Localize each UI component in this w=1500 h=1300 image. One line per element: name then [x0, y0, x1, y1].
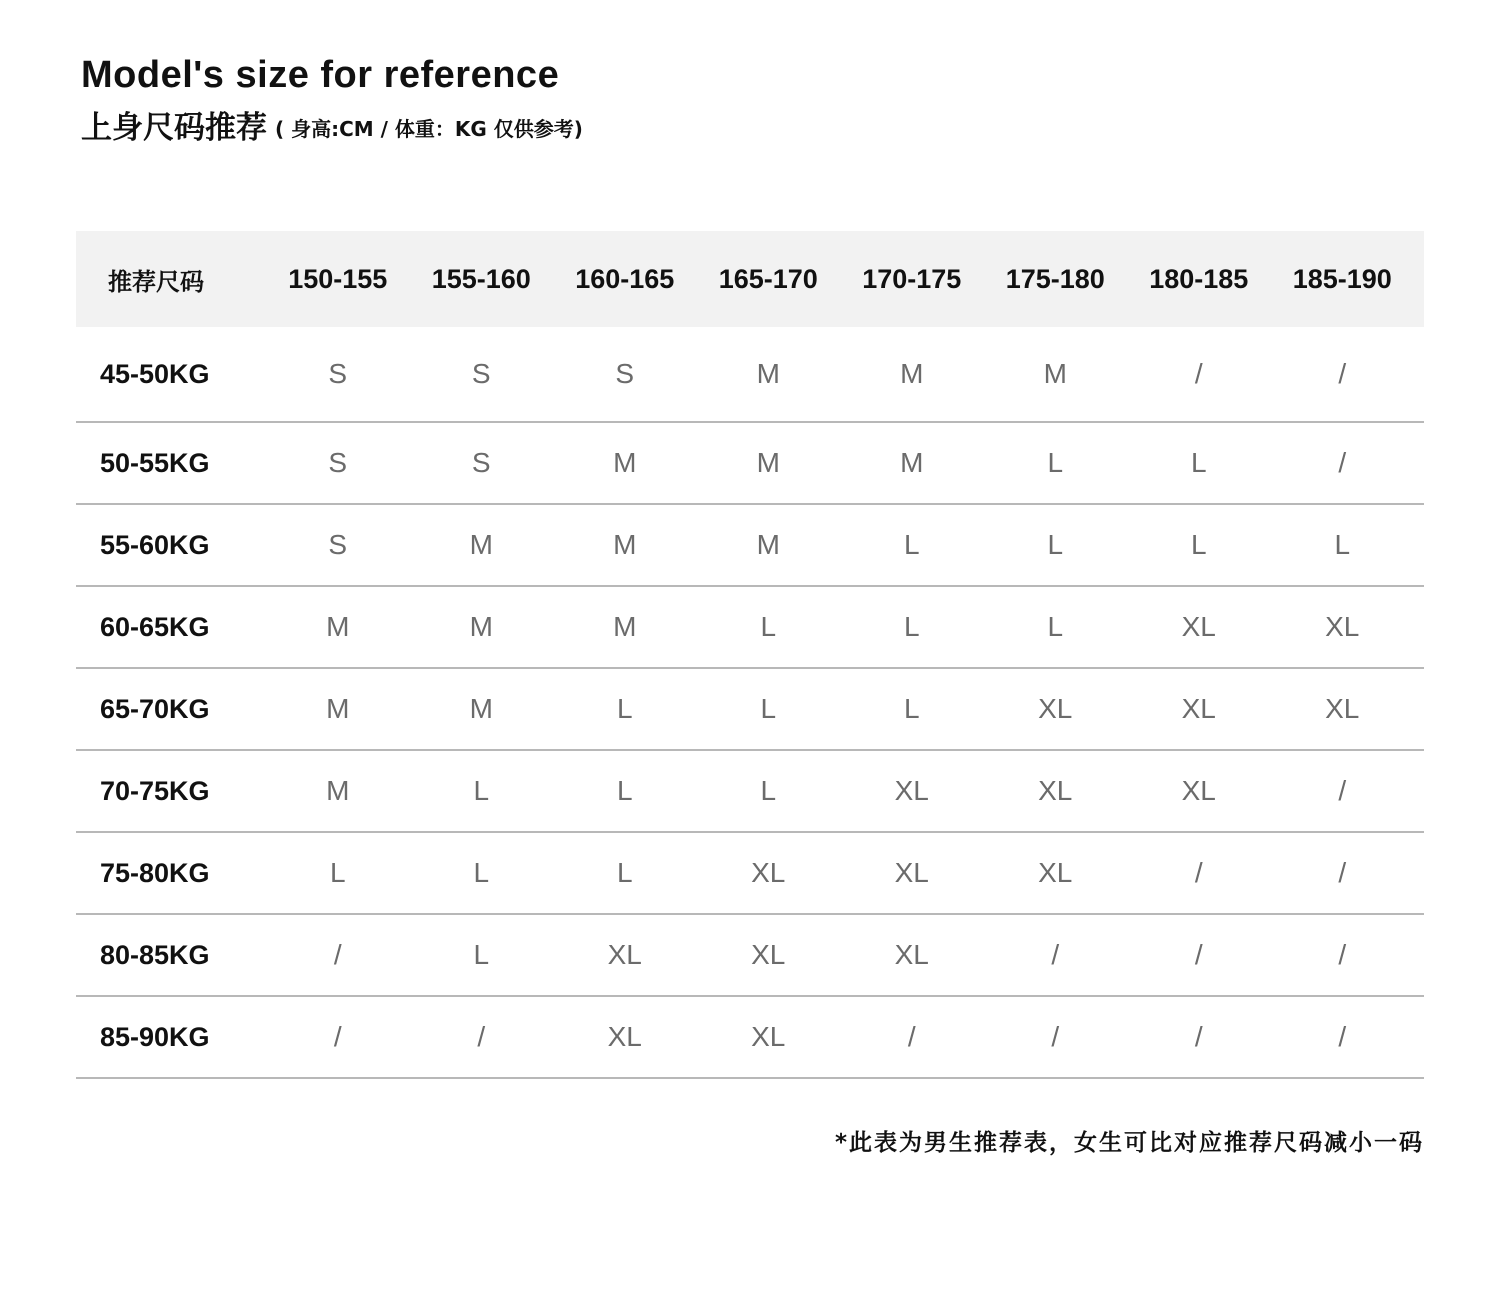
size-cell: XL: [751, 939, 786, 970]
size-cell: L: [760, 611, 777, 642]
size-cell: L: [616, 693, 633, 724]
size-cell: M: [900, 447, 924, 478]
size-cell: M: [613, 447, 637, 478]
weight-row-label: 65-70KG: [100, 693, 210, 724]
size-cell: M: [613, 611, 637, 642]
weight-row-label: 55-60KG: [100, 529, 210, 560]
size-cell: XL: [1325, 611, 1360, 642]
size-cell: XL: [894, 775, 929, 806]
size-cell: M: [756, 447, 780, 478]
size-cell: /: [907, 1021, 916, 1052]
table-body: [76, 327, 1424, 1079]
size-cell: S: [471, 447, 491, 478]
weight-row-label: 70-75KG: [100, 775, 210, 806]
footnote: *此表为男生推荐表，女生可比对应推荐尺码减小一码: [834, 1130, 1424, 1156]
subtitle-units-note: ( 身高:CM / 体重：KG 仅供参考): [275, 117, 583, 141]
size-cell: M: [469, 611, 493, 642]
height-column-header: 170-175: [862, 263, 962, 294]
size-cell: XL: [1181, 693, 1216, 724]
size-cell: M: [756, 529, 780, 560]
table-row: [76, 751, 1424, 833]
size-cell: XL: [894, 857, 929, 888]
weight-row-label: 80-85KG: [100, 939, 210, 970]
size-cell: S: [328, 447, 348, 478]
size-cell: /: [1338, 358, 1347, 389]
size-cell: XL: [1038, 857, 1073, 888]
size-cell: /: [1194, 939, 1203, 970]
size-cell: XL: [1181, 611, 1216, 642]
size-cell: XL: [1181, 775, 1216, 806]
table-row: [76, 833, 1424, 915]
height-column-header: 185-190: [1292, 263, 1392, 294]
subtitle-main: 上身尺码推荐: [81, 110, 267, 146]
size-cell: XL: [1038, 775, 1073, 806]
size-cell: M: [469, 693, 493, 724]
size-cell: L: [1047, 529, 1064, 560]
height-column-header: 180-185: [1149, 263, 1249, 294]
table-row: [76, 327, 1424, 423]
size-cell: S: [471, 358, 491, 389]
weight-row-label: 50-55KG: [100, 447, 210, 478]
size-cell: L: [903, 693, 920, 724]
size-cell: L: [1047, 611, 1064, 642]
size-cell: /: [1338, 447, 1347, 478]
size-cell: /: [1194, 857, 1203, 888]
size-cell: L: [1047, 447, 1064, 478]
size-cell: XL: [751, 1021, 786, 1052]
size-cell: XL: [1038, 693, 1073, 724]
size-chart-table: [76, 231, 1424, 1079]
size-cell: L: [1190, 529, 1207, 560]
weight-row-label: 60-65KG: [100, 611, 210, 642]
size-cell: XL: [1325, 693, 1360, 724]
size-cell: /: [333, 1021, 342, 1052]
size-cell: /: [477, 1021, 486, 1052]
size-cell: L: [760, 693, 777, 724]
height-column-header: 175-180: [1005, 263, 1105, 294]
size-cell: /: [1338, 857, 1347, 888]
table-row: [76, 423, 1424, 505]
size-cell: M: [900, 358, 924, 389]
size-cell: S: [615, 358, 635, 389]
size-cell: XL: [894, 939, 929, 970]
size-cell: L: [473, 939, 490, 970]
size-cell: L: [473, 857, 490, 888]
size-cell: /: [1051, 1021, 1060, 1052]
size-cell: L: [903, 611, 920, 642]
weight-row-label: 85-90KG: [100, 1021, 210, 1052]
size-cell: M: [326, 775, 350, 806]
size-cell: L: [1334, 529, 1351, 560]
size-cell: M: [756, 358, 780, 389]
size-cell: S: [328, 529, 348, 560]
height-column-header: 150-155: [288, 263, 388, 294]
size-cell: L: [760, 775, 777, 806]
size-cell: L: [616, 857, 633, 888]
size-cell: L: [616, 775, 633, 806]
size-cell: XL: [607, 939, 642, 970]
size-cell: /: [333, 939, 342, 970]
size-cell: XL: [607, 1021, 642, 1052]
height-column-header: 165-170: [718, 263, 818, 294]
size-cell: L: [473, 775, 490, 806]
table-row: [76, 505, 1424, 587]
size-cell: L: [1190, 447, 1207, 478]
size-cell: /: [1338, 775, 1347, 806]
size-cell: M: [326, 611, 350, 642]
size-cell: /: [1051, 939, 1060, 970]
weight-row-label: 75-80KG: [100, 857, 210, 888]
height-column-header: 160-165: [575, 263, 675, 294]
size-cell: M: [469, 529, 493, 560]
size-cell: S: [328, 358, 348, 389]
size-cell: /: [1338, 939, 1347, 970]
page-subtitle: [81, 108, 583, 154]
height-column-header: 155-160: [431, 263, 531, 294]
size-cell: M: [1043, 358, 1067, 389]
size-cell: /: [1194, 1021, 1203, 1052]
size-cell: /: [1338, 1021, 1347, 1052]
size-cell: M: [613, 529, 637, 560]
page-title: Model's size for reference: [81, 54, 560, 96]
table-row: [76, 997, 1424, 1079]
size-cell: /: [1194, 358, 1203, 389]
size-cell: M: [326, 693, 350, 724]
weight-row-label: 45-50KG: [100, 358, 210, 389]
table-header-row: [76, 231, 1424, 327]
table-row: [76, 587, 1424, 669]
size-cell: L: [903, 529, 920, 560]
corner-header: 推荐尺码: [108, 267, 204, 296]
size-cell: L: [329, 857, 346, 888]
table-row: [76, 669, 1424, 751]
table-row: [76, 915, 1424, 997]
size-cell: XL: [751, 857, 786, 888]
